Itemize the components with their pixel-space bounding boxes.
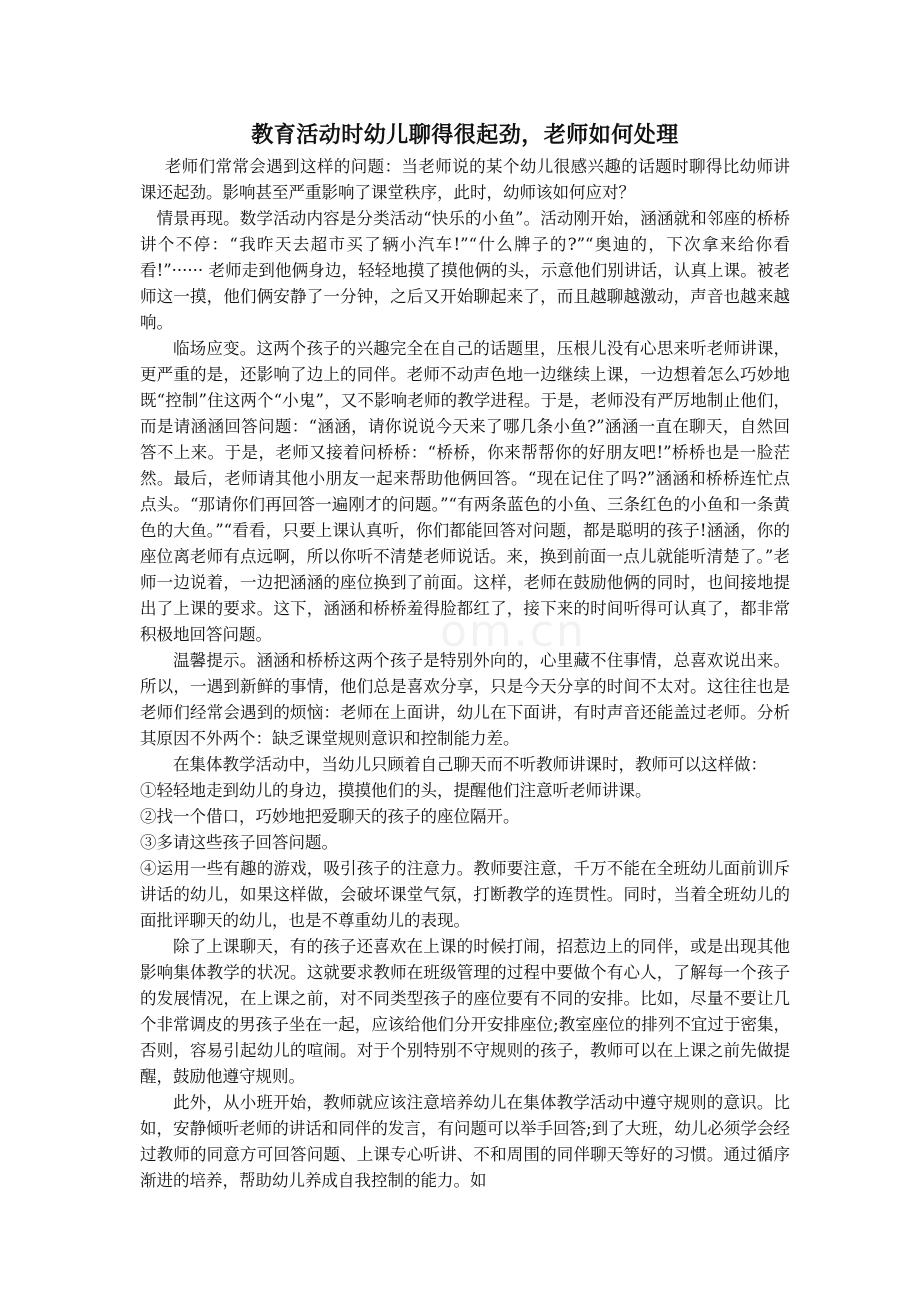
list-item-4: ④运用一些有趣的游戏，吸引孩子的注意力。教师要注意，千万不能在全班幼儿面前训斥讲话的幼儿，如果这样做，会破坏课堂气氛，打断教学的连贯性。同时，当着全班幼儿的面批评聊天的幼儿，也是不尊重幼儿的表现。 [140, 859, 790, 930]
list-item-1: ①轻轻地走到幼儿的身边，摸摸他们的头，提醒他们注意听老师讲课。 [140, 781, 652, 800]
paragraph-management: 除了上课聊天，有的孩子还喜欢在上课的时候打闹，招惹边上的同伴，或是出现其他影响集体教学的状况。这就要求教师在班级管理的过程中要做个有心人，了解每一个孩子的发展情况，在上课之前，对不同类型孩子的座位要有不同的安排。比如，尽量不要让几个非常调皮的男孩子坐在一起，应该给他们分开安排座位;教室座位的排列不宜过于密集，否则，容易引起幼儿的喧闹。对于个别特别不守规则的孩子，教师可以在上课之前先做提醒，鼓励他遵守规则。 [140, 937, 790, 1086]
paragraph-intro: 老师们常常会遇到这样的问题：当老师说的某个幼儿很感兴趣的话题时聊得比幼师讲课还起劲。影响甚至严重影响了课堂秩序，此时，幼师该如何应对？ [140, 157, 790, 202]
paragraph-response: 临场应变。这两个孩子的兴趣完全在自己的话题里，压根儿没有心思来听老师讲课，更严重的是，还影响了边上的同伴。老师不动声色地一边继续上课，一边想着怎么巧妙地既“控制”住这两个“小鬼”，又不影响老师的教学进程。于是，老师没有严厉地制止他们，而是请涵涵回答问题：“涵涵，请你说说今天来了哪几条小鱼?”涵涵一直在聊天，自然回答不上来。于是，老师又接着问桥桥：“桥桥，你来帮帮你的好朋友吧!”桥桥也是一脸茫然。最后，老师请其他小朋友一起来帮助他俩回答。“现在记住了吗?”涵涵和桥桥连忙点点头。“那请你们再回答一遍刚才的问题。”“有两条蓝色的小鱼、三条红色的小鱼和一条黄色的大鱼。”“看看，只要上课认真听，你们都能回答对问题，都是聪明的孩子!涵涵，你的座位离老师有点远啊，所以你听不清楚老师说话。来，换到前面一点儿就能听清楚了。”老师一边说着，一边把涵涵的座位换到了前面。这样，老师在鼓励他俩的同时，也间接地提出了上课的要求。这下，涵涵和桥桥羞得脸都红了，接下来的时间听得可认真了，都非常积极地回答问题。 [140, 339, 790, 644]
list-item-3: ③多请这些孩子回答问题。 [140, 833, 338, 852]
paragraph-tips: 温馨提示。涵涵和桥桥这两个孩子是特别外向的，心里藏不住事情，总喜欢说出来。所以，一遇到新鲜的事情，他们总是喜欢分享，只是今天分享的时间不太对。这往往也是老师们经常会遇到的烦恼：老师在上面讲，幼儿在下面讲，有时声音还能盖过老师。分析其原因不外两个：缺乏课堂规则意识和控制能力差。 [140, 651, 790, 748]
paragraph-habits: 此外，从小班开始，教师就应该注意培养幼儿在集体教学活动中遵守规则的意识。比如，安静倾听老师的讲话和同伴的发言，有问题可以举手回答;到了大班，幼儿必须学会经过教师的同意方可回答问题、上课专心听讲、不和周围的同伴聊天等好的习惯。通过循序渐进的培养，帮助幼儿养成自我控制的能力。如 [140, 1093, 790, 1190]
document-body [140, 154, 790, 1194]
document-title: 教育活动时幼儿聊得很起劲，老师如何处理 [251, 122, 679, 148]
watermark-text: om.cn [440, 606, 586, 657]
list-item-2: ②找一个借口，巧妙地把爱聊天的孩子的座位隔开。 [140, 807, 520, 826]
paragraph-method-intro: 在集体教学活动中，当幼儿只顾着自己聊天而不听教师讲课时，教师可以这样做： [173, 755, 767, 774]
paragraph-scenario: 情景再现。数学活动内容是分类活动“快乐的小鱼”。活动刚开始，涵涵就和邻座的桥桥讲个不停：“我昨天去超市买了辆小汽车!”“什么牌子的?”“奥迪的，下次拿来给你看看!”······ 老师走到他俩身边，轻轻地摸了摸他俩的头，示意他们别讲话，认真上课。被老师这一摸，他们俩安静了一分钟，之后又开始聊起来了，而且越聊越激动，声音也越来越响。 [140, 209, 790, 332]
